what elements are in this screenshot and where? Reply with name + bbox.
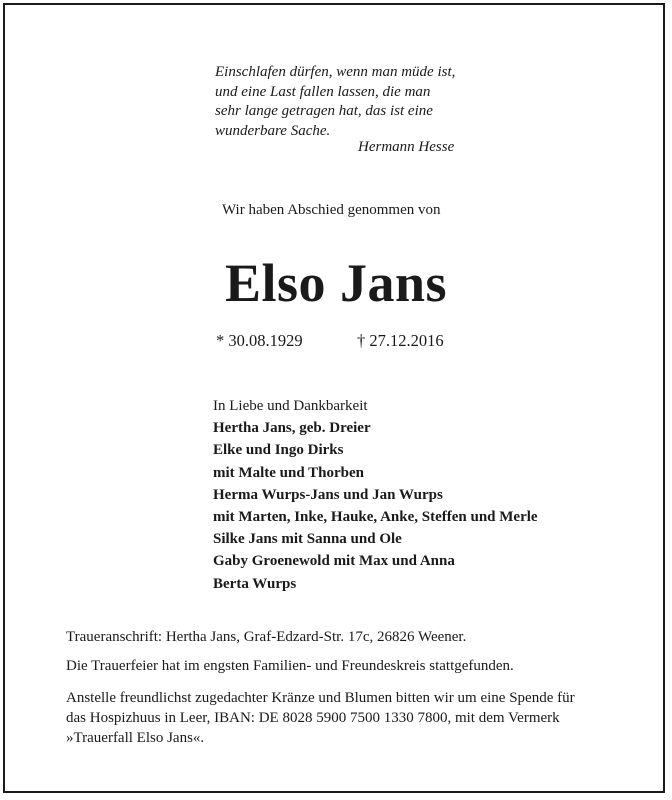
donation-note bbox=[66, 688, 626, 748]
mourning-address bbox=[66, 627, 626, 647]
family-member: Herma Wurps-Jans und Jan Wurps bbox=[213, 486, 443, 503]
deceased-name: Elso Jans bbox=[224, 253, 448, 313]
ceremony-line: Die Trauerfeier hat im engsten Familien- und Freundeskreis stattgefunden. bbox=[66, 658, 514, 674]
quote bbox=[215, 63, 535, 141]
dedication: In Liebe und Dankbarkeit bbox=[213, 398, 368, 414]
birth-date: * 30.08.1929 bbox=[216, 331, 303, 350]
quote-line: sehr lange getragen hat, das ist eine bbox=[215, 103, 433, 119]
donation-line: Anstelle freundlichst zugedachter Kränze und Blumen bitten wir um eine Spende für bbox=[66, 690, 575, 706]
donation-line: »Trauerfall Elso Jans«. bbox=[66, 730, 205, 746]
family-member: mit Marten, Inke, Hauke, Anke, Steffen und Merle bbox=[213, 509, 538, 526]
family-member: Hertha Jans, geb. Dreier bbox=[213, 420, 371, 437]
family-member: Silke Jans mit Sanna und Ole bbox=[213, 531, 402, 548]
quote-author: Hermann Hesse bbox=[358, 139, 455, 155]
quote-line: und eine Last fallen lassen, die man bbox=[215, 83, 431, 100]
family-member: Gaby Groenewold mit Max und Anna bbox=[213, 553, 455, 570]
address-line: Traueranschrift: Hertha Jans, Graf-Edzard-Str. 17c, 26826 Weener. bbox=[66, 629, 467, 645]
family-member: mit Malte und Thorben bbox=[213, 464, 364, 481]
quote-line: wunderbare Sache. bbox=[215, 122, 331, 139]
family-list bbox=[213, 395, 538, 595]
quote-line: Einschlafen dürfen, wenn man müde ist, bbox=[215, 64, 456, 80]
family-member: Berta Wurps bbox=[213, 575, 297, 592]
intro-text: Wir haben Abschied genommen von bbox=[222, 202, 441, 218]
family-member: Elke und Ingo Dirks bbox=[213, 442, 344, 459]
ceremony-note bbox=[66, 656, 626, 676]
death-date: † 27.12.2016 bbox=[357, 331, 444, 350]
donation-line: das Hospizhuus in Leer, IBAN: DE 8028 5900 7500 1330 7800, mit dem Vermerk bbox=[66, 710, 560, 726]
